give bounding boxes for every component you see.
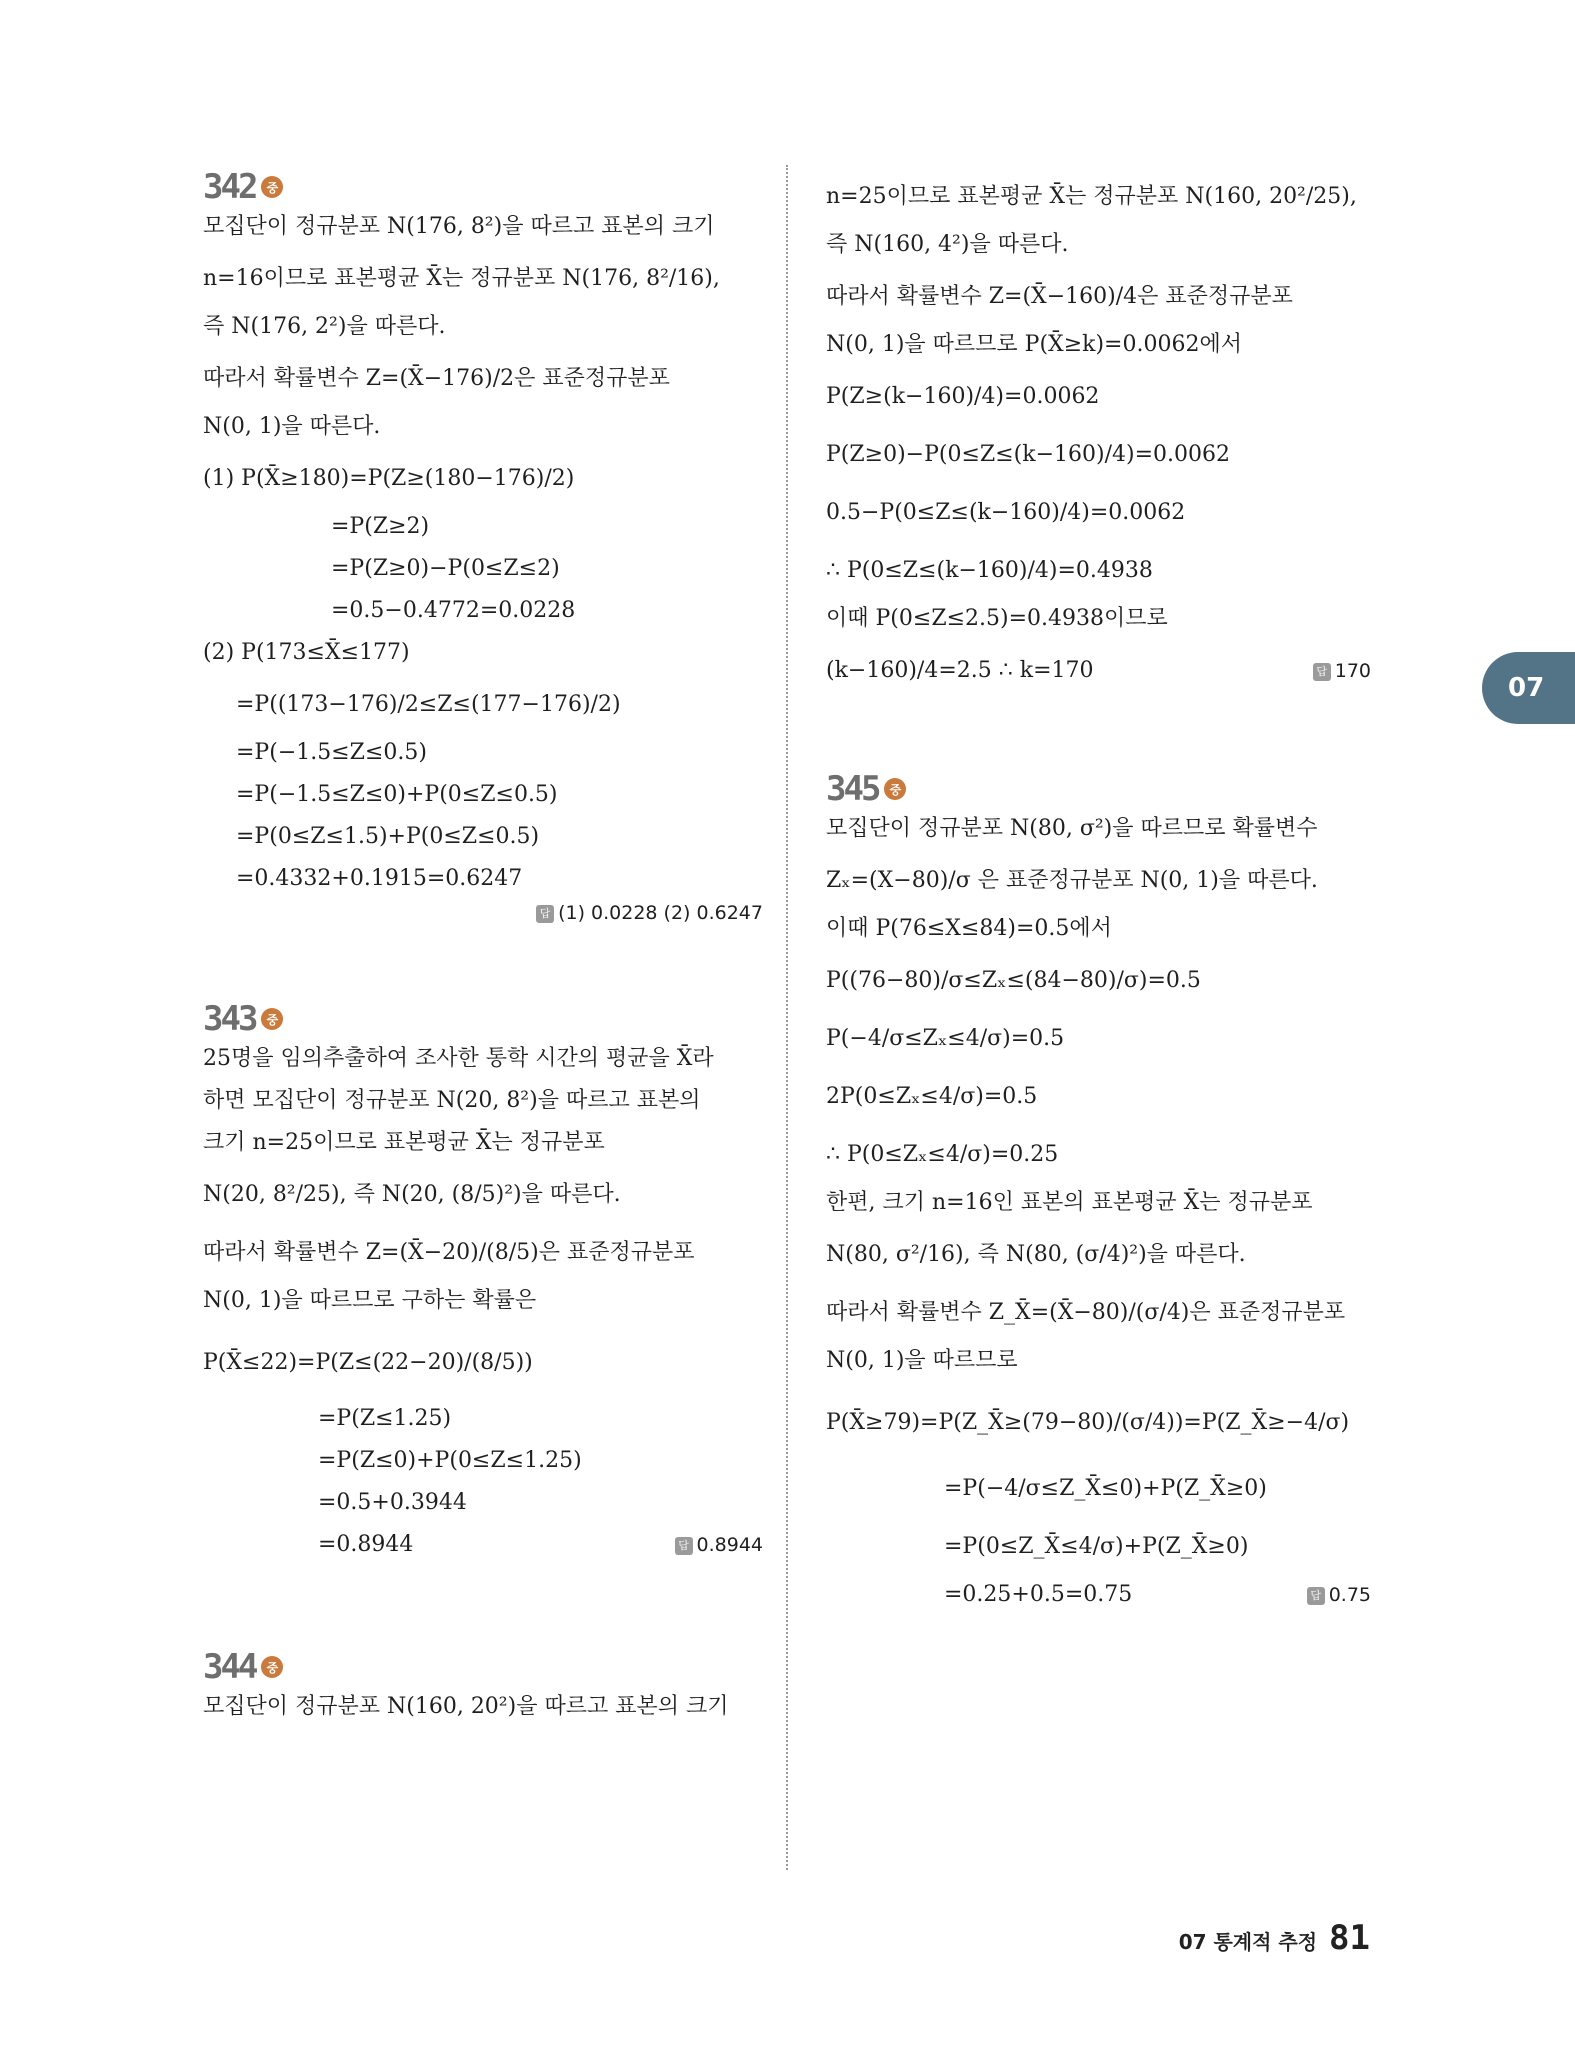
problem-number: 342 [203, 167, 256, 207]
problem-344 [203, 1642, 763, 1722]
solution-line: 따라서 확률변수 Z=(X̄−176)/2은 표준정규분포 [203, 366, 670, 391]
solution-line: n=25이므로 표본평균 X̄는 정규분포 N(160, 20²/25), [826, 184, 1357, 209]
problem-number: 343 [203, 999, 256, 1039]
solution-line: =P((173−176)/2≤Z≤(177−176)/2) [236, 692, 621, 717]
solution-line: 즉 N(176, 2²)을 따른다. [203, 314, 446, 339]
solution-line: ∴ P(0≤Z≤(k−160)/4)=0.4938 [826, 558, 1153, 583]
solution-line: =0.5−0.4772=0.0228 [331, 598, 576, 623]
solution-line: N(80, σ²/16), 즉 N(80, (σ/4)²)을 따른다. [826, 1242, 1246, 1267]
page-number: 81 [1329, 1918, 1370, 1958]
solution-line: (k−160)/4=2.5 ∴ k=170 [826, 658, 1094, 683]
solution-line: =P(Z≤0)+P(0≤Z≤1.25) [318, 1448, 582, 1473]
problem-345 [826, 764, 1371, 1610]
left-column [203, 162, 763, 1734]
solution-line: P(−4/σ≤Zₓ≤4/σ)=0.5 [826, 1026, 1065, 1051]
solution-line: =0.8944 [318, 1532, 414, 1557]
problem-number: 345 [826, 769, 879, 809]
solution-line: P(X̄≥79)=P(Z_X̄≥(79−80)/(σ/4))=P(Z_X̄≥−4/σ) [826, 1410, 1350, 1435]
problem-344-continued [826, 172, 1371, 696]
right-column [826, 172, 1371, 1622]
solution-line: 2P(0≤Zₓ≤4/σ)=0.5 [826, 1084, 1038, 1109]
column-divider [786, 165, 788, 1870]
solution-final-line [826, 646, 1371, 696]
level-badge: 중 [884, 778, 906, 800]
solution-line: n=16이므로 표본평균 X̄는 정규분포 N(176, 8²/16), [203, 266, 720, 291]
solution-line: N(0, 1)을 따르므로 [826, 1348, 1018, 1373]
solution-line: P(Z≥0)−P(0≤Z≤(k−160)/4)=0.0062 [826, 442, 1230, 467]
solution-line: =P(Z≤1.25) [318, 1406, 452, 1431]
answer-value: 0.8944 [696, 1534, 763, 1556]
solution-line: 이때 P(76≤X≤84)=0.5에서 [826, 916, 1112, 941]
solution-line: 크기 n=25이므로 표본평균 X̄는 정규분포 [203, 1130, 605, 1155]
solution-line: =0.5+0.3944 [318, 1490, 467, 1515]
footer-chapter-title: 07 통계적 추정 [1178, 1930, 1318, 1954]
solution-line: P((76−80)/σ≤Zₓ≤(84−80)/σ)=0.5 [826, 968, 1201, 993]
solution-line: =P(Z≥2) [331, 514, 430, 539]
problem-header [826, 764, 1371, 814]
solution-line: =P(−4/σ≤Z_X̄≤0)+P(Z_X̄≥0) [944, 1476, 1267, 1501]
solution-line: (2) P(173≤X̄≤177) [203, 640, 410, 665]
answer-icon: 답 [1313, 663, 1331, 681]
answer-icon: 답 [536, 905, 554, 923]
answer [203, 902, 763, 924]
solution-line: =P(0≤Z≤1.5)+P(0≤Z≤0.5) [236, 824, 540, 849]
solution-line: 즉 N(160, 4²)을 따른다. [826, 232, 1069, 257]
solution-line: N(20, 8²/25), 즉 N(20, (8/5)²)을 따른다. [203, 1182, 621, 1207]
answer [675, 1530, 763, 1560]
solution-line: P(X̄≤22)=P(Z≤(22−20)/(8/5)) [203, 1350, 533, 1375]
answer-icon: 답 [1307, 1587, 1325, 1605]
page-footer [1179, 1918, 1370, 1958]
solution-line: 한편, 크기 n=16인 표본의 표본평균 X̄는 정규분포 [826, 1190, 1313, 1215]
solution-line: N(0, 1)을 따른다. [203, 414, 381, 439]
solution-line: (1) P(X̄≥180)=P(Z≥(180−176)/2) [203, 466, 575, 491]
solution-line: =0.25+0.5=0.75 [944, 1582, 1133, 1607]
answer-icon: 답 [675, 1537, 693, 1555]
chapter-side-tab: 07 [1482, 652, 1575, 724]
answer [1307, 1580, 1371, 1610]
solution-line: =P(−1.5≤Z≤0)+P(0≤Z≤0.5) [236, 782, 558, 807]
solution-line: =P(0≤Z_X̄≤4/σ)+P(Z_X̄≥0) [944, 1534, 1249, 1559]
problem-header [203, 1642, 763, 1692]
answer [1313, 646, 1371, 696]
problem-header [203, 162, 763, 212]
solution-line: ∴ P(0≤Zₓ≤4/σ)=0.25 [826, 1142, 1059, 1167]
level-badge: 중 [261, 1008, 283, 1030]
solution-line: 0.5−P(0≤Z≤(k−160)/4)=0.0062 [826, 500, 1186, 525]
problem-343 [203, 994, 763, 1560]
solution-line: N(0, 1)을 따르므로 구하는 확률은 [203, 1288, 537, 1313]
solution-line: 따라서 확률변수 Z=(X̄−160)/4은 표준정규분포 [826, 284, 1293, 309]
solution-line: =P(Z≥0)−P(0≤Z≤2) [331, 556, 560, 581]
problem-342 [203, 162, 763, 924]
solution-line: 모집단이 정규분포 N(80, σ²)을 따르므로 확률변수 [826, 816, 1318, 841]
solution-line: 이때 P(0≤Z≤2.5)=0.4938이므로 [826, 606, 1168, 631]
solution-line: 25명을 임의추출하여 조사한 통학 시간의 평균을 X̄라 [203, 1046, 714, 1071]
answer-value: (1) 0.0228 (2) 0.6247 [558, 902, 763, 924]
solution-line: 따라서 확률변수 Z=(X̄−20)/(8/5)은 표준정규분포 [203, 1240, 695, 1265]
solution-line: 따라서 확률변수 Z_X̄=(X̄−80)/(σ/4)은 표준정규분포 [826, 1300, 1346, 1325]
solution-line: =P(−1.5≤Z≤0.5) [236, 740, 427, 765]
solution-final-line [203, 1530, 763, 1560]
answer-value: 170 [1334, 660, 1371, 682]
solution-line: 하면 모집단이 정규분포 N(20, 8²)을 따르고 표본의 [203, 1088, 701, 1113]
solution-line: 모집단이 정규분포 N(160, 20²)을 따르고 표본의 크기 [203, 1694, 729, 1719]
solution-line: 모집단이 정규분포 N(176, 8²)을 따르고 표본의 크기 [203, 214, 715, 239]
level-badge: 중 [261, 1656, 283, 1678]
level-badge: 중 [261, 176, 283, 198]
solution-line: =0.4332+0.1915=0.6247 [236, 866, 523, 891]
answer-value: 0.75 [1328, 1584, 1371, 1606]
problem-number: 344 [203, 1647, 256, 1687]
solution-line: Zₓ=(X−80)/σ 은 표준정규분포 N(0, 1)을 따른다. [826, 868, 1318, 893]
problem-header [203, 994, 763, 1044]
solution-line: P(Z≥(k−160)/4)=0.0062 [826, 384, 1100, 409]
solution-final-line [826, 1580, 1371, 1610]
solution-line: N(0, 1)을 따르므로 P(X̄≥k)=0.0062에서 [826, 332, 1242, 357]
